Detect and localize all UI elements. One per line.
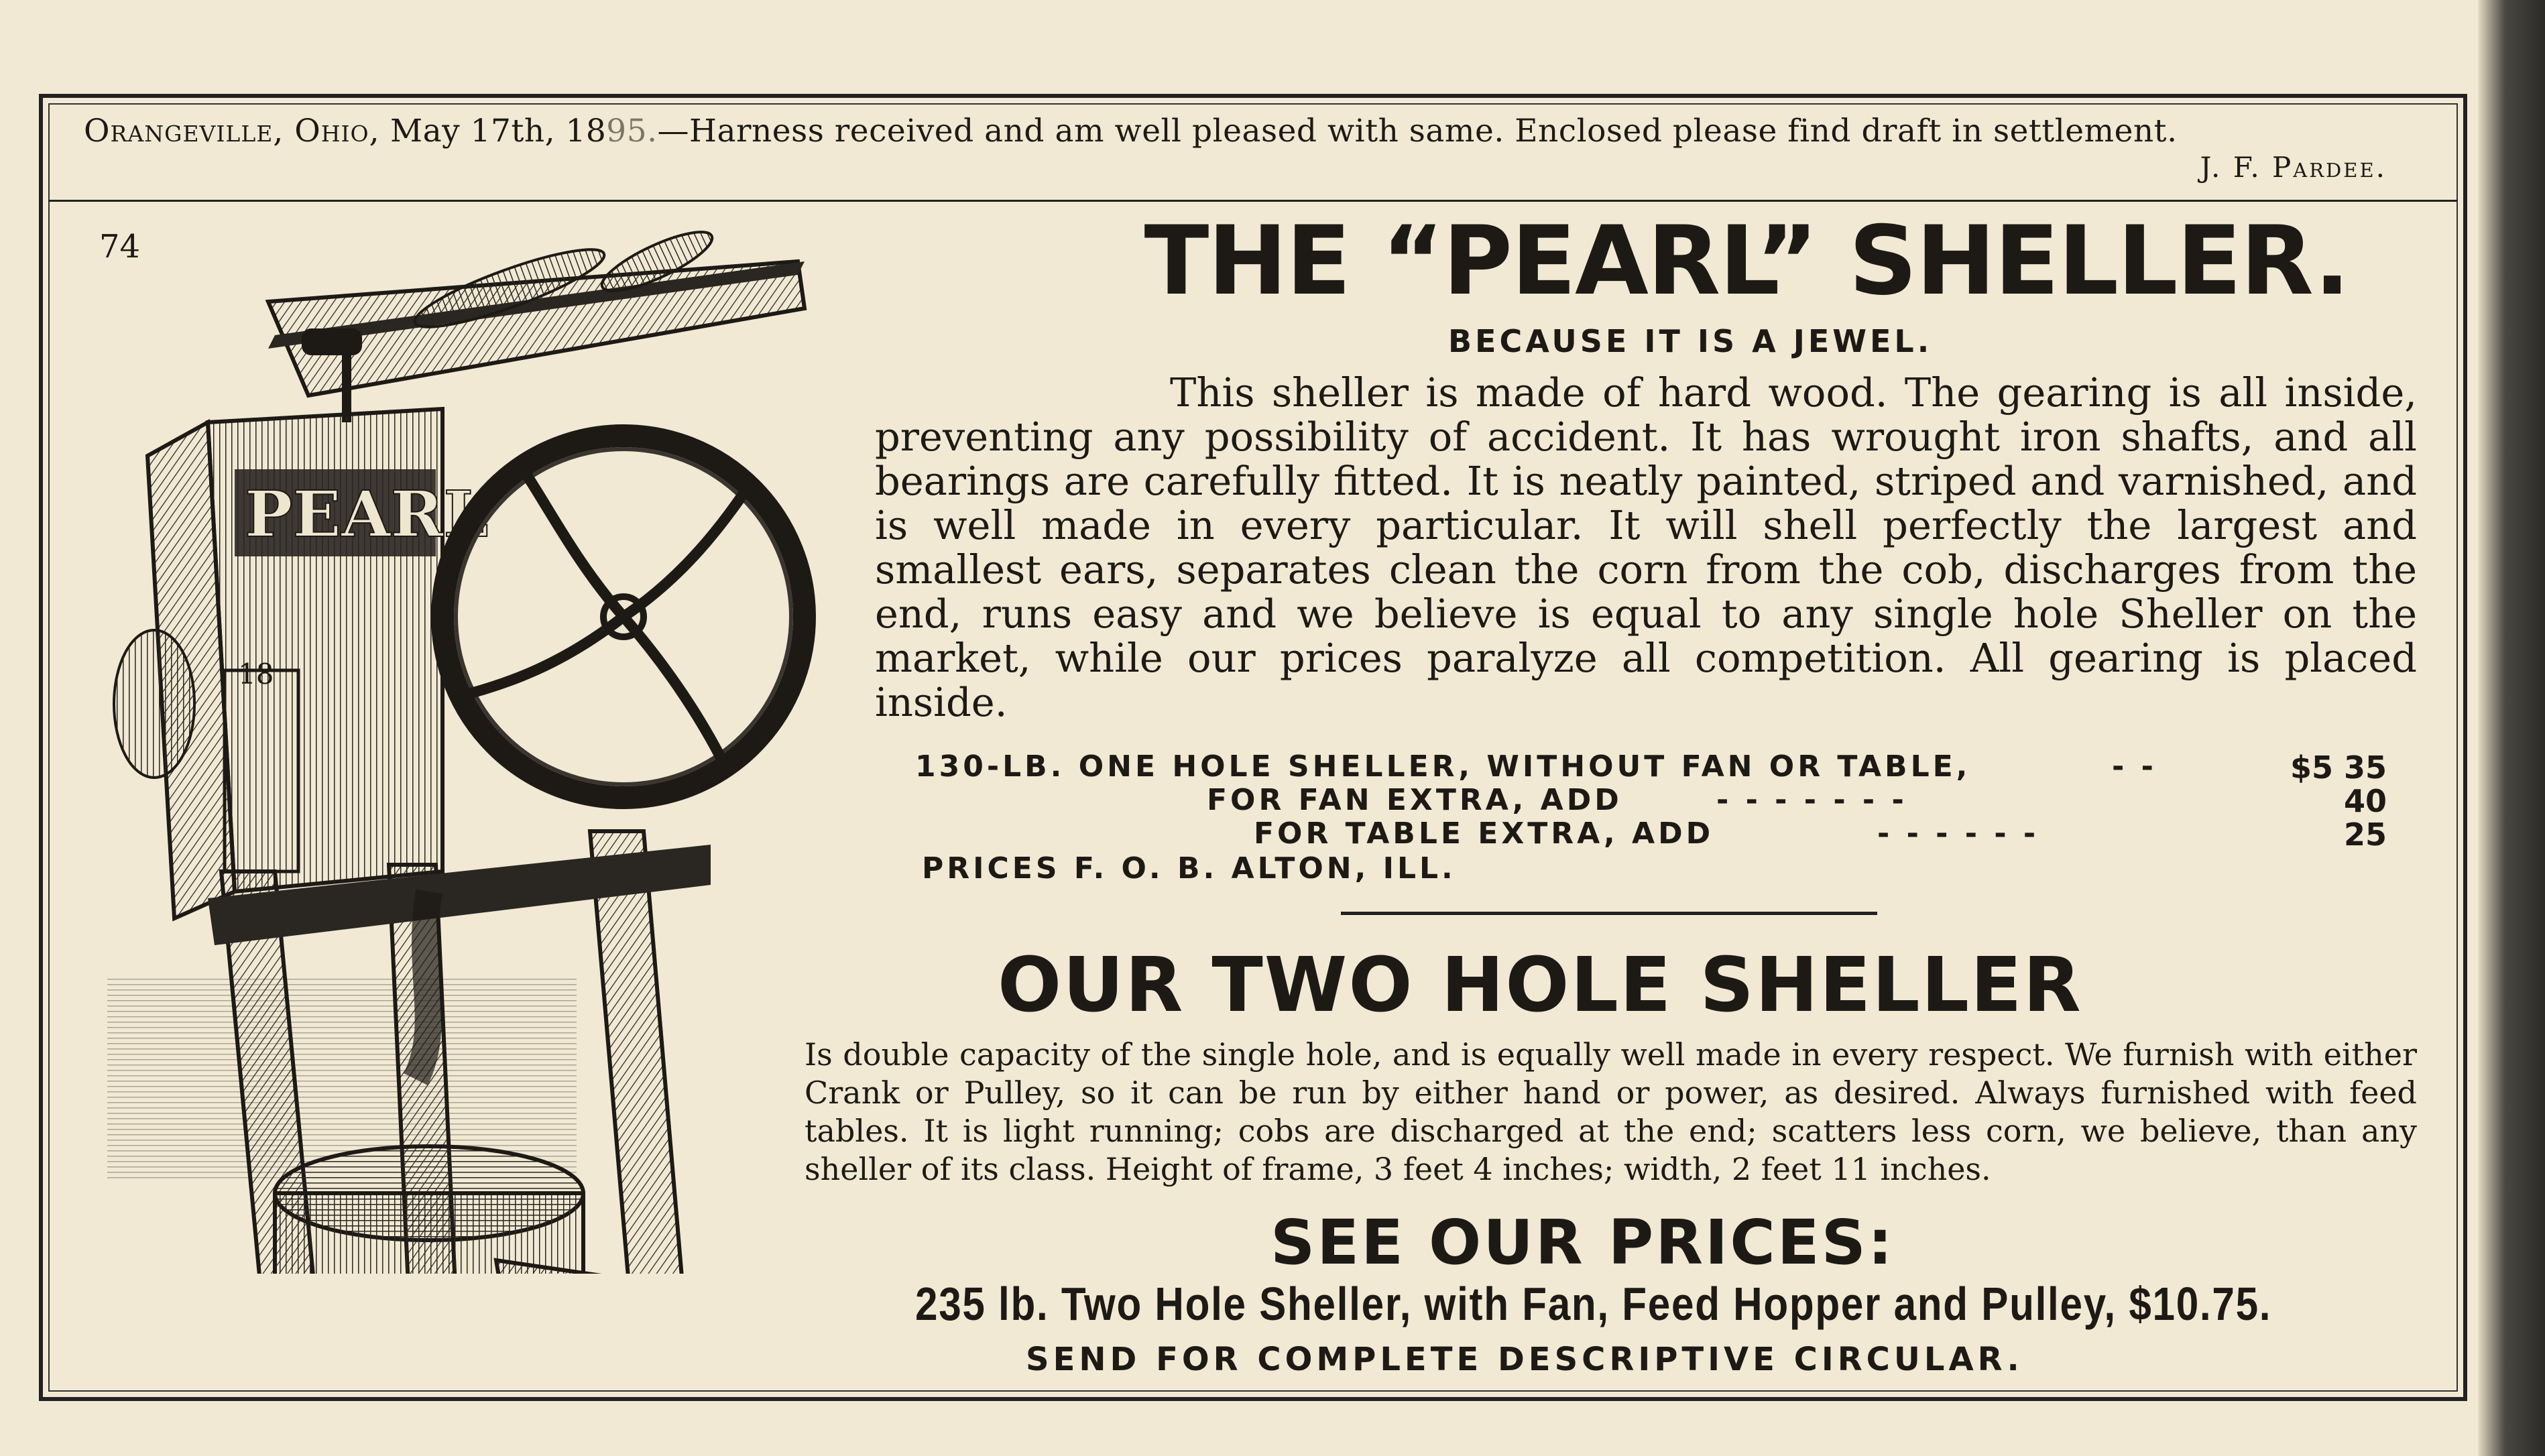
price-row-dashes-1: - - [2112, 749, 2157, 784]
price-row-value-3: 25 [2343, 816, 2387, 853]
testimonial-signature: J. F. Pardee. [2200, 151, 2387, 184]
price-row-value-1: $5 35 [2290, 749, 2387, 786]
testimonial-date-obscured: 95. [606, 113, 658, 149]
price-row-label-2: FOR FAN EXTRA, ADD [1207, 783, 1622, 817]
two-hole-description: Is double capacity of the single hole, and is equally well made in every respect. We furnish with either Crank or Pulley, so it can be run by either hand or power, as desired. Always furnished with feed tables. It is light running; cobs are discharged at the end; scatters less corn, we believe, than any sheller of its class. Height of frame, 3 feet 4 inches; width, 2 feet 11 inches. [805, 1036, 2417, 1187]
testimonial-date: May 17th, 18 [390, 113, 607, 149]
pearl-subheadline: BECAUSE IT IS A JEWEL. [1448, 323, 1933, 359]
section-separator [1341, 912, 1877, 915]
price-row-dashes-3: - - - - - - [1877, 816, 2039, 851]
prices-fob: PRICES F. O. B. ALTON, ILL. [922, 851, 1456, 886]
prices-heading: SEE OUR PRICES: [1270, 1207, 1895, 1278]
page-edge [2478, 0, 2545, 1456]
price-row-label-1: 130-LB. ONE HOLE SHELLER, WITHOUT FAN OR TABLE, [915, 749, 1971, 784]
price-row-dashes-2: - - - - - - - [1716, 783, 1907, 817]
two-hole-offer: 235 lb. Two Hole Sheller, with Fan, Feed Hopper and Pulley, $10.75. [915, 1278, 2272, 1330]
pearl-headline: THE “PEARL” SHELLER. [1144, 206, 2349, 316]
machine-label: PEARL [245, 477, 489, 552]
price-row-label-3: FOR TABLE EXTRA, ADD [1254, 816, 1714, 851]
testimonial [84, 113, 2417, 150]
corn-sheller-illustration [80, 201, 831, 1274]
circular-notice: SEND FOR COMPLETE DESCRIPTIVE CIRCULAR. [1026, 1341, 2023, 1378]
page-number: 74 [99, 228, 141, 265]
price-row-value-2: 40 [2343, 783, 2387, 819]
testimonial-text: —Harness received and am well pleased with same. Enclosed please find draft in settlement. [657, 113, 2178, 149]
testimonial-place: Orangeville, Ohio, [84, 113, 380, 149]
machine-side-mark: 18 [238, 658, 274, 690]
two-hole-headline: OUR TWO HOLE SHELLER [998, 942, 2082, 1029]
pearl-description: This sheller is made of hard wood. The gearing is all inside, preventing any possibility of accident. It has wrought iron shafts, and all bearings are carefully fitted. It is neatly painted, striped and varnished, and is well made in every particular. It will shell perfectly the largest and smallest ears, separates clean the corn from the cob, discharges from the end, runs easy and we believe is equal to any single hole Sheller on the market, while our prices paralyze all competition. All gearing is placed inside. [875, 369, 2417, 725]
